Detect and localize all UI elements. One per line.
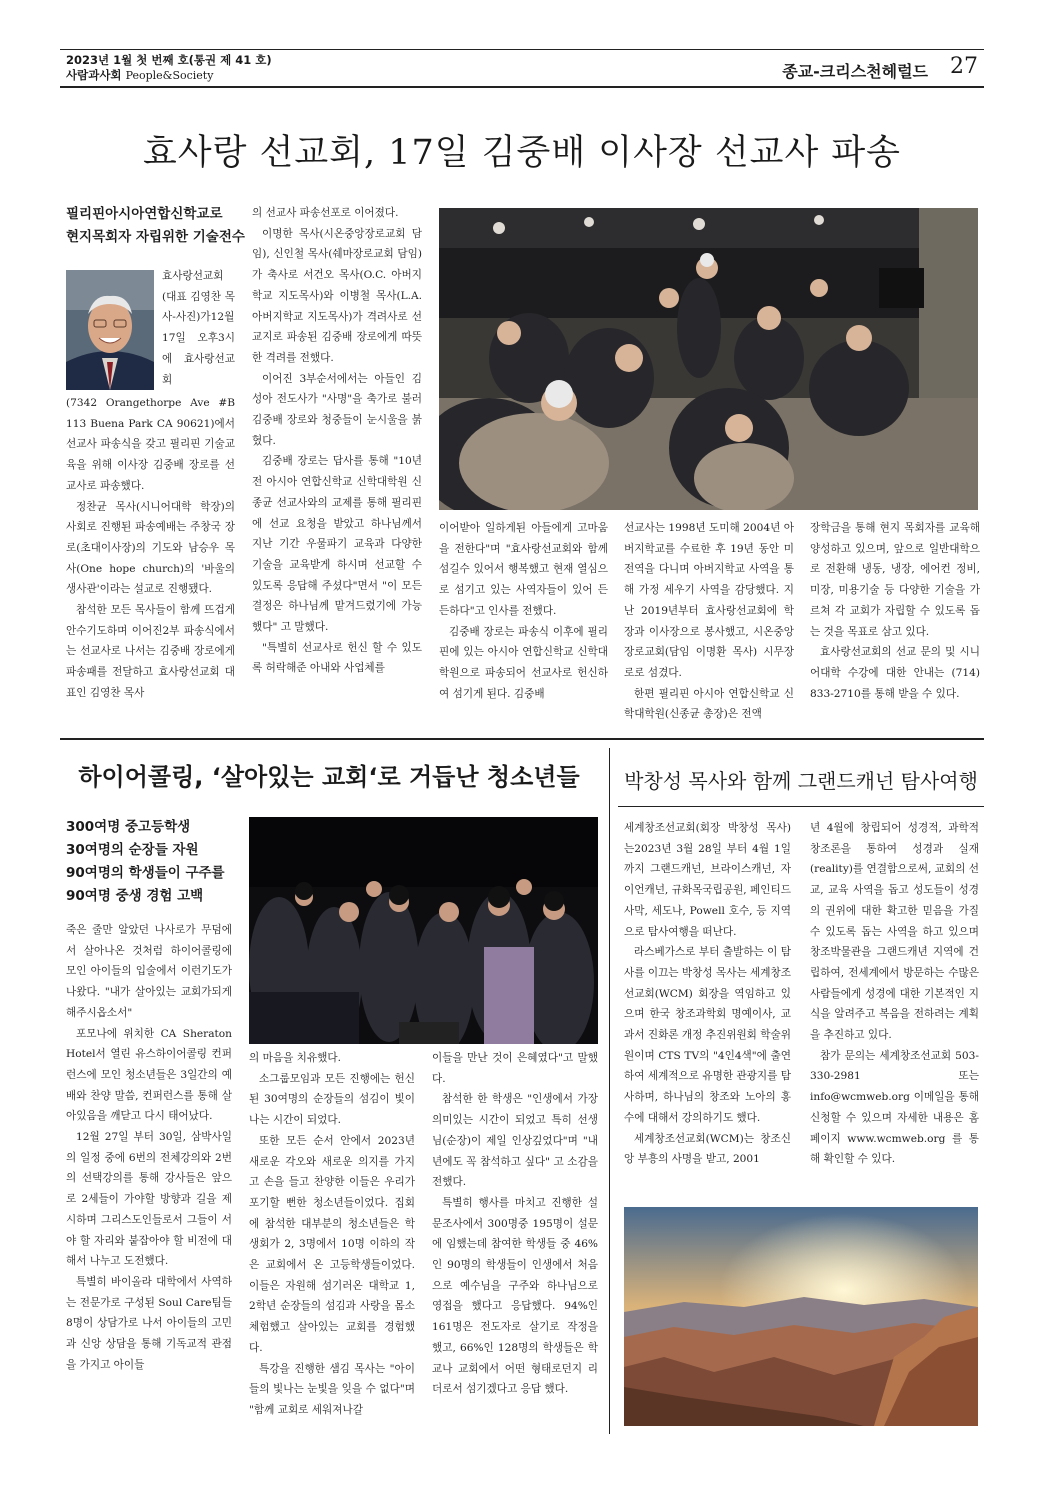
article1-subhead bbox=[66, 203, 256, 249]
paragraph: 이어진 3부순서에서는 아들인 김성아 전도사가 "사명"을 축가로 불러 김중배 장로와 청중들이 눈시울을 붉혔다. bbox=[252, 372, 422, 447]
paragraph: 이들을 만난 것이 은혜였다"고 말했다. bbox=[432, 1052, 598, 1085]
paragraph: 특강을 진행한 샘김 목사는 "아이들의 빛나는 눈빛을 잊을 수 없다"며 "함께 교회로 세워져나갈 bbox=[249, 1362, 415, 1416]
subhead-line: 300여명 중고등학생 bbox=[66, 819, 191, 835]
header-bottom-rule bbox=[60, 86, 984, 88]
paragraph: 장학금을 통해 현지 목회자를 교육해 양성하고 있으며, 앞으로 일반대학으로 전환해 냉동, 냉장, 에어컨 정비, 미장, 미용기술 등 다양한 기술을 가르쳐 각 교회가 자립할 수 있도록 돕는 것을 목표로 삼고 있다. bbox=[810, 522, 980, 638]
article1-col4 bbox=[624, 518, 794, 731]
paragraph: 특별히 행사를 마치고 진행한 설문조사에서 300명중 195명이 설문에 임했는데 참여한 학생들 중 46%인 90명의 학생들이 인생에서 처음으로 예수님을 구주와 하나님으로 영접을 했다고 응답했다. 94%인 161명은 전도자로 살기로 작정을 했고, 66%인 128명의 학생들은 학교나 교회에서 어떤 형태로던지 리더로서 섬기겠다고 응답 했다. bbox=[432, 1196, 598, 1396]
subhead-line: 30여명의 순장들 자원 bbox=[66, 842, 199, 858]
paragraph: 의 마음을 치유했다. bbox=[249, 1052, 341, 1064]
article3-title-rule bbox=[618, 806, 984, 807]
article2-col2 bbox=[249, 1048, 415, 1435]
article3-col2 bbox=[810, 818, 979, 1196]
paragraph: 참석한 모든 목사들이 함께 뜨겁게 안수기도하며 이어진2부 파송식에서는 선교사로 나서는 김중배 장로에게 파송패를 전달하고 효사랑선교회 대표인 김영찬 목사 bbox=[66, 604, 235, 699]
paragraph: 효사랑선교회의 선교 문의 및 시니어대학 수강에 대한 안내는 (714) 833-2710를 통해 받을 수 있다. bbox=[810, 646, 980, 700]
article1-col1-intro bbox=[162, 266, 235, 390]
paragraph: 포모나에 위치한 CA Sheraton Hotel서 열린 유스하이어콜링 컨퍼런스에 모인 청소년들은 3일간의 예배와 찬양 말씀, 컨퍼런스를 통해 살아있음을 깨닫고 다시 태어났다. bbox=[66, 1027, 232, 1123]
paragraph: 소그룹모임과 모든 진행에는 헌신된 30여명의 순장들의 섬김이 빛이 나는 시간이 되었다. bbox=[249, 1072, 415, 1127]
paragraph: 년 4월에 창립되어 성경적, 과학적 창조론을 통하여 성경과 실재(reality)를 연결함으로써, 교회의 선교, 교육 사역을 돕고 성도들이 성경의 권위에 대한 확고한 믿음을 가질 수 있도록 돕는 사역을 하고 있으며 창조박물관을 그랜드캐년 지역에 건립하여, 전세계에서 방문하는 수많은 사람들에게 성경에 대한 기본적인 지식을 알려주고 복음을 전하려는 계획을 추진하고 있다. bbox=[810, 822, 979, 1042]
section-divider bbox=[60, 738, 984, 740]
subhead-line: 90여명 중생 경험 고백 bbox=[66, 888, 204, 904]
paragraph: 김중배 장로는 파송식 이후에 필리핀에 있는 아시아 연합신학교 신학대학원으로 파송되어 선교사로 헌신하여 섬기게 된다. 김중배 bbox=[439, 625, 608, 700]
paragraph: 효사랑선교회(대표 김영찬 목사-사진)가12월 17일 오후3시에 효사랑선교회 bbox=[162, 270, 235, 386]
header-top-rule bbox=[60, 49, 984, 50]
article1-col2 bbox=[252, 203, 422, 731]
paragraph: 특별히 바이올라 대학에서 사역하는 전문가로 구성된 Soul Care팀들 8명이 상담가로 나서 아이들의 고민과 신앙 상담을 통해 기독교적 관점을 가지고 아이들 bbox=[66, 1275, 232, 1371]
youth-worship-photo bbox=[249, 817, 598, 1044]
publication-name: 종교-크리스천헤럴드 bbox=[782, 62, 928, 81]
paragraph: 또한 모든 순서 안에서 2023년 새로운 각오와 새로운 의지를 가지고 손을 들고 찬양한 이들은 우리가 포기할 뻔한 청소년들이었다. 집회에 참석한 대부분의 청소년들은 학생회가 2, 3명에서 10명 이하의 작은 교회에서 온 고등학생들이었다. 이들은 자원해 섬기러온 대학교 1, 2학년 순장들의 섬김과 사랑을 몸소 체험했고 살아있는 교회를 경험했다. bbox=[249, 1134, 415, 1354]
paragraph: 의 선교사 파송선포로 이어졌다. bbox=[252, 207, 399, 219]
paragraph: "특별히 선교사로 헌신 할 수 있도록 허락해준 아내와 사업체를 bbox=[252, 641, 422, 675]
article1-col1 bbox=[66, 393, 235, 731]
paragraph: 선교사는 1998년 도미해 2004년 아버지학교를 수료한 후 19년 동안 미 전역을 다니며 아버지학교 사역을 통해 가정 세우기 사역을 감당했다. 지난 2019년부터 효사랑선교회에 학장과 이사장으로 봉사했고, 시온중앙장로교회(담임 이명환 목사) 시무장로로 섬겼다. bbox=[624, 522, 794, 679]
paragraph: 세계창조선교회(회장 박창성 목사)는2023년 3월 28일 부터 4월 1일까지 그랜드캐넌, 브라이스캐넌, 자이언캐넌, 규화목국립공원, 페인티드 사막, 세도나, Powell 호수, 등 지역으로 탐사여행을 떠난다. bbox=[624, 822, 791, 938]
paragraph: 한편 필리핀 아시아 연합신학교 신학대학원(신종균 총장)은 전액 bbox=[624, 687, 794, 721]
article3-col1 bbox=[624, 818, 791, 1196]
paragraph: 라스베가스로 부터 출발하는 이 탐사를 이끄는 박창성 목사는 세계창조선교회(WCM) 회장을 역임하고 있으며 한국 창조과학회 명예이사, 교과서 진화론 개정 추진위원회 학술위원이며 CTS TV의 "4인4색"에 출연하여 세계적으로 유명한 관광지를 탐사하며, 하나님의 창조와 노아의 홍수에 대해서 강의하기도 했다. bbox=[624, 946, 791, 1124]
paragraph: 정찬균 목사(시니어대학 학장)의 사회로 진행된 파송예배는 주창국 장로(초대이사장)의 기도와 남승우 목사(One hope church)의 '바울의 생사관'이라는 설교로 진행됐다. bbox=[66, 500, 235, 596]
section-ko: 사람과사회 bbox=[66, 68, 122, 82]
subhead-line: 현지목회자 자립위한 기술전수 bbox=[66, 229, 245, 245]
ordination-service-photo bbox=[439, 208, 978, 510]
article2-col1 bbox=[66, 920, 232, 1435]
portrait-photo bbox=[66, 270, 154, 390]
subhead-line: 90여명의 학생들이 구주를 bbox=[66, 865, 225, 881]
subhead-line: 필리핀아시아연합신학교로 bbox=[66, 206, 223, 222]
paragraph: 이명한 목사(시온중앙장로교회 담임), 신인철 목사(쉐마장로교회 담임)가 축사로 서건오 목사(O.C. 아버지학교 지도목사)와 이병철 목사(L.A. 아버지학교 지도목사)가 격려사로 선교지로 파송된 김중배 장로에게 따뜻한 격려를 전했다. bbox=[252, 227, 422, 364]
section-en: People&Society bbox=[125, 69, 214, 82]
paragraph: 죽은 줄만 알았던 나사로가 무덤에서 살아나온 것처럼 하이어콜링에 모인 아이들의 입술에서 이런기도가 나왔다. "내가 살아있는 교회가되게 해주시옵소서" bbox=[66, 924, 232, 1019]
grand-canyon-photo bbox=[624, 1207, 978, 1426]
paragraph: 참석한 한 학생은 "인생에서 가장 의미있는 시간이 되었고 특히 선생님(순장)이 제일 인상깊었다"며 "내년에도 꼭 참석하고 싶다" 고 소감을 전했다. bbox=[432, 1093, 598, 1189]
paragraph: 김중배 장로는 답사를 통해 "10년 전 아시아 연합신학교 신학대학원 신종균 선교사와의 교제를 통해 필리핀에 선교 요청을 받았고 하나님께서 지난 기간 우물파기 교육과 다양한 기술을 교육받게 하시며 선교할 수 있도록 응답해 주셨다"면서 "이 모든 결정은 하나님께 맡겨드렸기에 가능했다" 고 말했다. bbox=[252, 455, 422, 634]
paragraph: 이어받아 일하게된 아들에게 고마움을 전한다"며 "효사랑선교회와 함께 섬길수 있어서 행복했고 현재 열심으로 섬기고 있는 사역자들이 있어 든든하다"고 인사를 전했다. bbox=[439, 522, 608, 617]
article1-col3 bbox=[439, 518, 608, 731]
article1-headline: 효사랑 선교회, 17일 김중배 이사장 선교사 파송 bbox=[143, 133, 901, 173]
article2-col3 bbox=[432, 1048, 598, 1435]
article3-headline: 박창성 목사와 함께 그랜드캐넌 탐사여행 bbox=[624, 769, 978, 793]
paragraph: 12월 27일 부터 30일, 삼박사일의 일정 중에 6번의 전체강의와 2번의 선택강의를 통해 강사들은 앞으로 2세들이 가야할 방향과 길을 제시하며 그리스도인들로서 그들이 서야 할 자리와 붙잡아야 할 비전에 대해서 나누고 도전했다. bbox=[66, 1131, 232, 1268]
paragraph: 참가 문의는 세계창조선교회 503-330-2981 또는 info@wcmweb.org 이메일을 통해 신청할 수 있으며 자세한 내용은 홈페이지 www.wcmweb.org 를 통해 확인할 수 있다. bbox=[810, 1049, 979, 1166]
page-number: 27 bbox=[950, 54, 978, 79]
article2-subhead bbox=[66, 816, 241, 908]
article1-col5 bbox=[810, 518, 980, 731]
issue-info: 2023년 1월 첫 번째 호(통권 제 41 호) bbox=[66, 53, 272, 67]
section-label bbox=[66, 67, 213, 83]
article2-headline: 하이어콜링, ‘살아있는 교회‘로 거듭난 청소년들 bbox=[78, 763, 580, 791]
paragraph: 세계창조선교회(WCM)는 창조신앙 부흥의 사명을 받고, 2001 bbox=[624, 1132, 791, 1166]
paragraph: (7342 Orangethorpe Ave #B 113 Buena Park CA 90621)에서 선교사 파송식을 갖고 필리핀 기술교육을 위해 이사장 김중배 장로를 선교사로 파송했다. bbox=[66, 397, 235, 492]
column-divider bbox=[609, 748, 610, 1434]
